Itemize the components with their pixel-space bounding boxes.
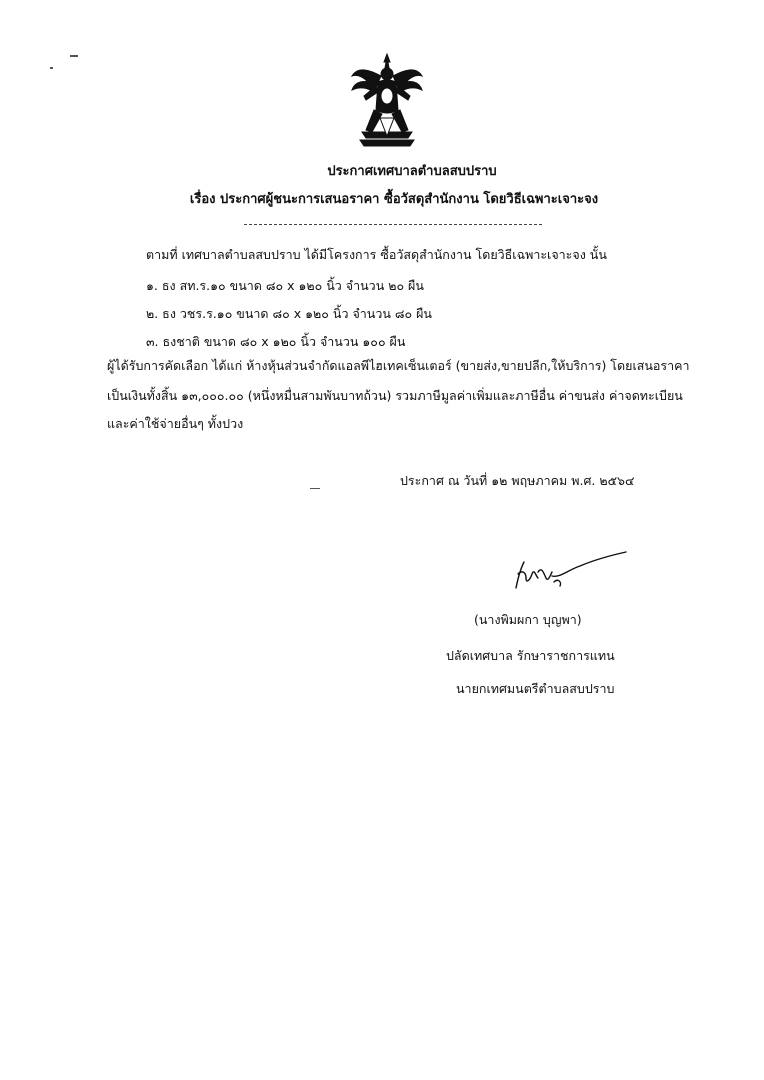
announcement-date: ประกาศ ณ วันที่ ๑๒ พฤษภาคม พ.ศ. ๒๕๖๔ [400, 473, 635, 488]
list-item: ๑. ธง สท.ร.๑๐ ขนาด ๘๐ x ๑๒๐ นิ้ว จำนวน ๒๐ ผืน [146, 278, 424, 293]
intro-paragraph: ตามที่ เทศบาลตำบลสบปราบ ได้มีโครงการ ซื้อวัสดุสำนักงาน โดยวิธีเฉพาะเจาะจง นั้น [146, 247, 607, 262]
signature-icon [508, 548, 632, 596]
signatory-name: (นางพิมผกา บุญพา) [474, 612, 582, 627]
winner-line: ผู้ได้รับการคัดเลือก ได้แก่ ห้างหุ้นส่วนจำกัดแอลพีไฮเทคเซ็นเตอร์ (ขายส่ง,ขายปลีก,ให้บริการ) โดยเสนอราคา [107, 358, 690, 373]
scan-speck [310, 488, 320, 489]
garuda-emblem-icon [346, 52, 428, 152]
list-item: ๓. ธงชาติ ขนาด ๘๐ x ๑๒๐ นิ้ว จำนวน ๑๐๐ ผืน [146, 334, 406, 349]
signatory-position: ปลัดเทศบาล รักษาราชการแทน [446, 648, 615, 663]
winner-line: เป็นเงินทั้งสิ้น ๑๓,๐๐๐.๐๐ (หนึ่งหมื่นสามพันบาทถ้วน) รวมภาษีมูลค่าเพิ่มและภาษีอื่น ค่าขนส่ง ค่าจดทะเบียน [107, 388, 683, 403]
winner-line: และค่าใช้จ่ายอื่นๆ ทั้งปวง [107, 416, 244, 431]
title-divider [244, 224, 542, 225]
office-title: ประกาศเทศบาลตำบลสบปราบ [327, 164, 497, 179]
signatory-position: นายกเทศมนตรีตำบลสบปราบ [456, 681, 615, 696]
list-item: ๒. ธง วชร.ร.๑๐ ขนาด ๘๐ x ๑๒๐ นิ้ว จำนวน ๘๐ ผืน [146, 306, 432, 321]
subject-title: เรื่อง ประกาศผู้ชนะการเสนอราคา ซื้อวัสดุสำนักงาน โดยวิธีเฉพาะเจาะจง [189, 192, 599, 207]
scan-speck [70, 55, 78, 57]
scan-speck [50, 67, 53, 69]
